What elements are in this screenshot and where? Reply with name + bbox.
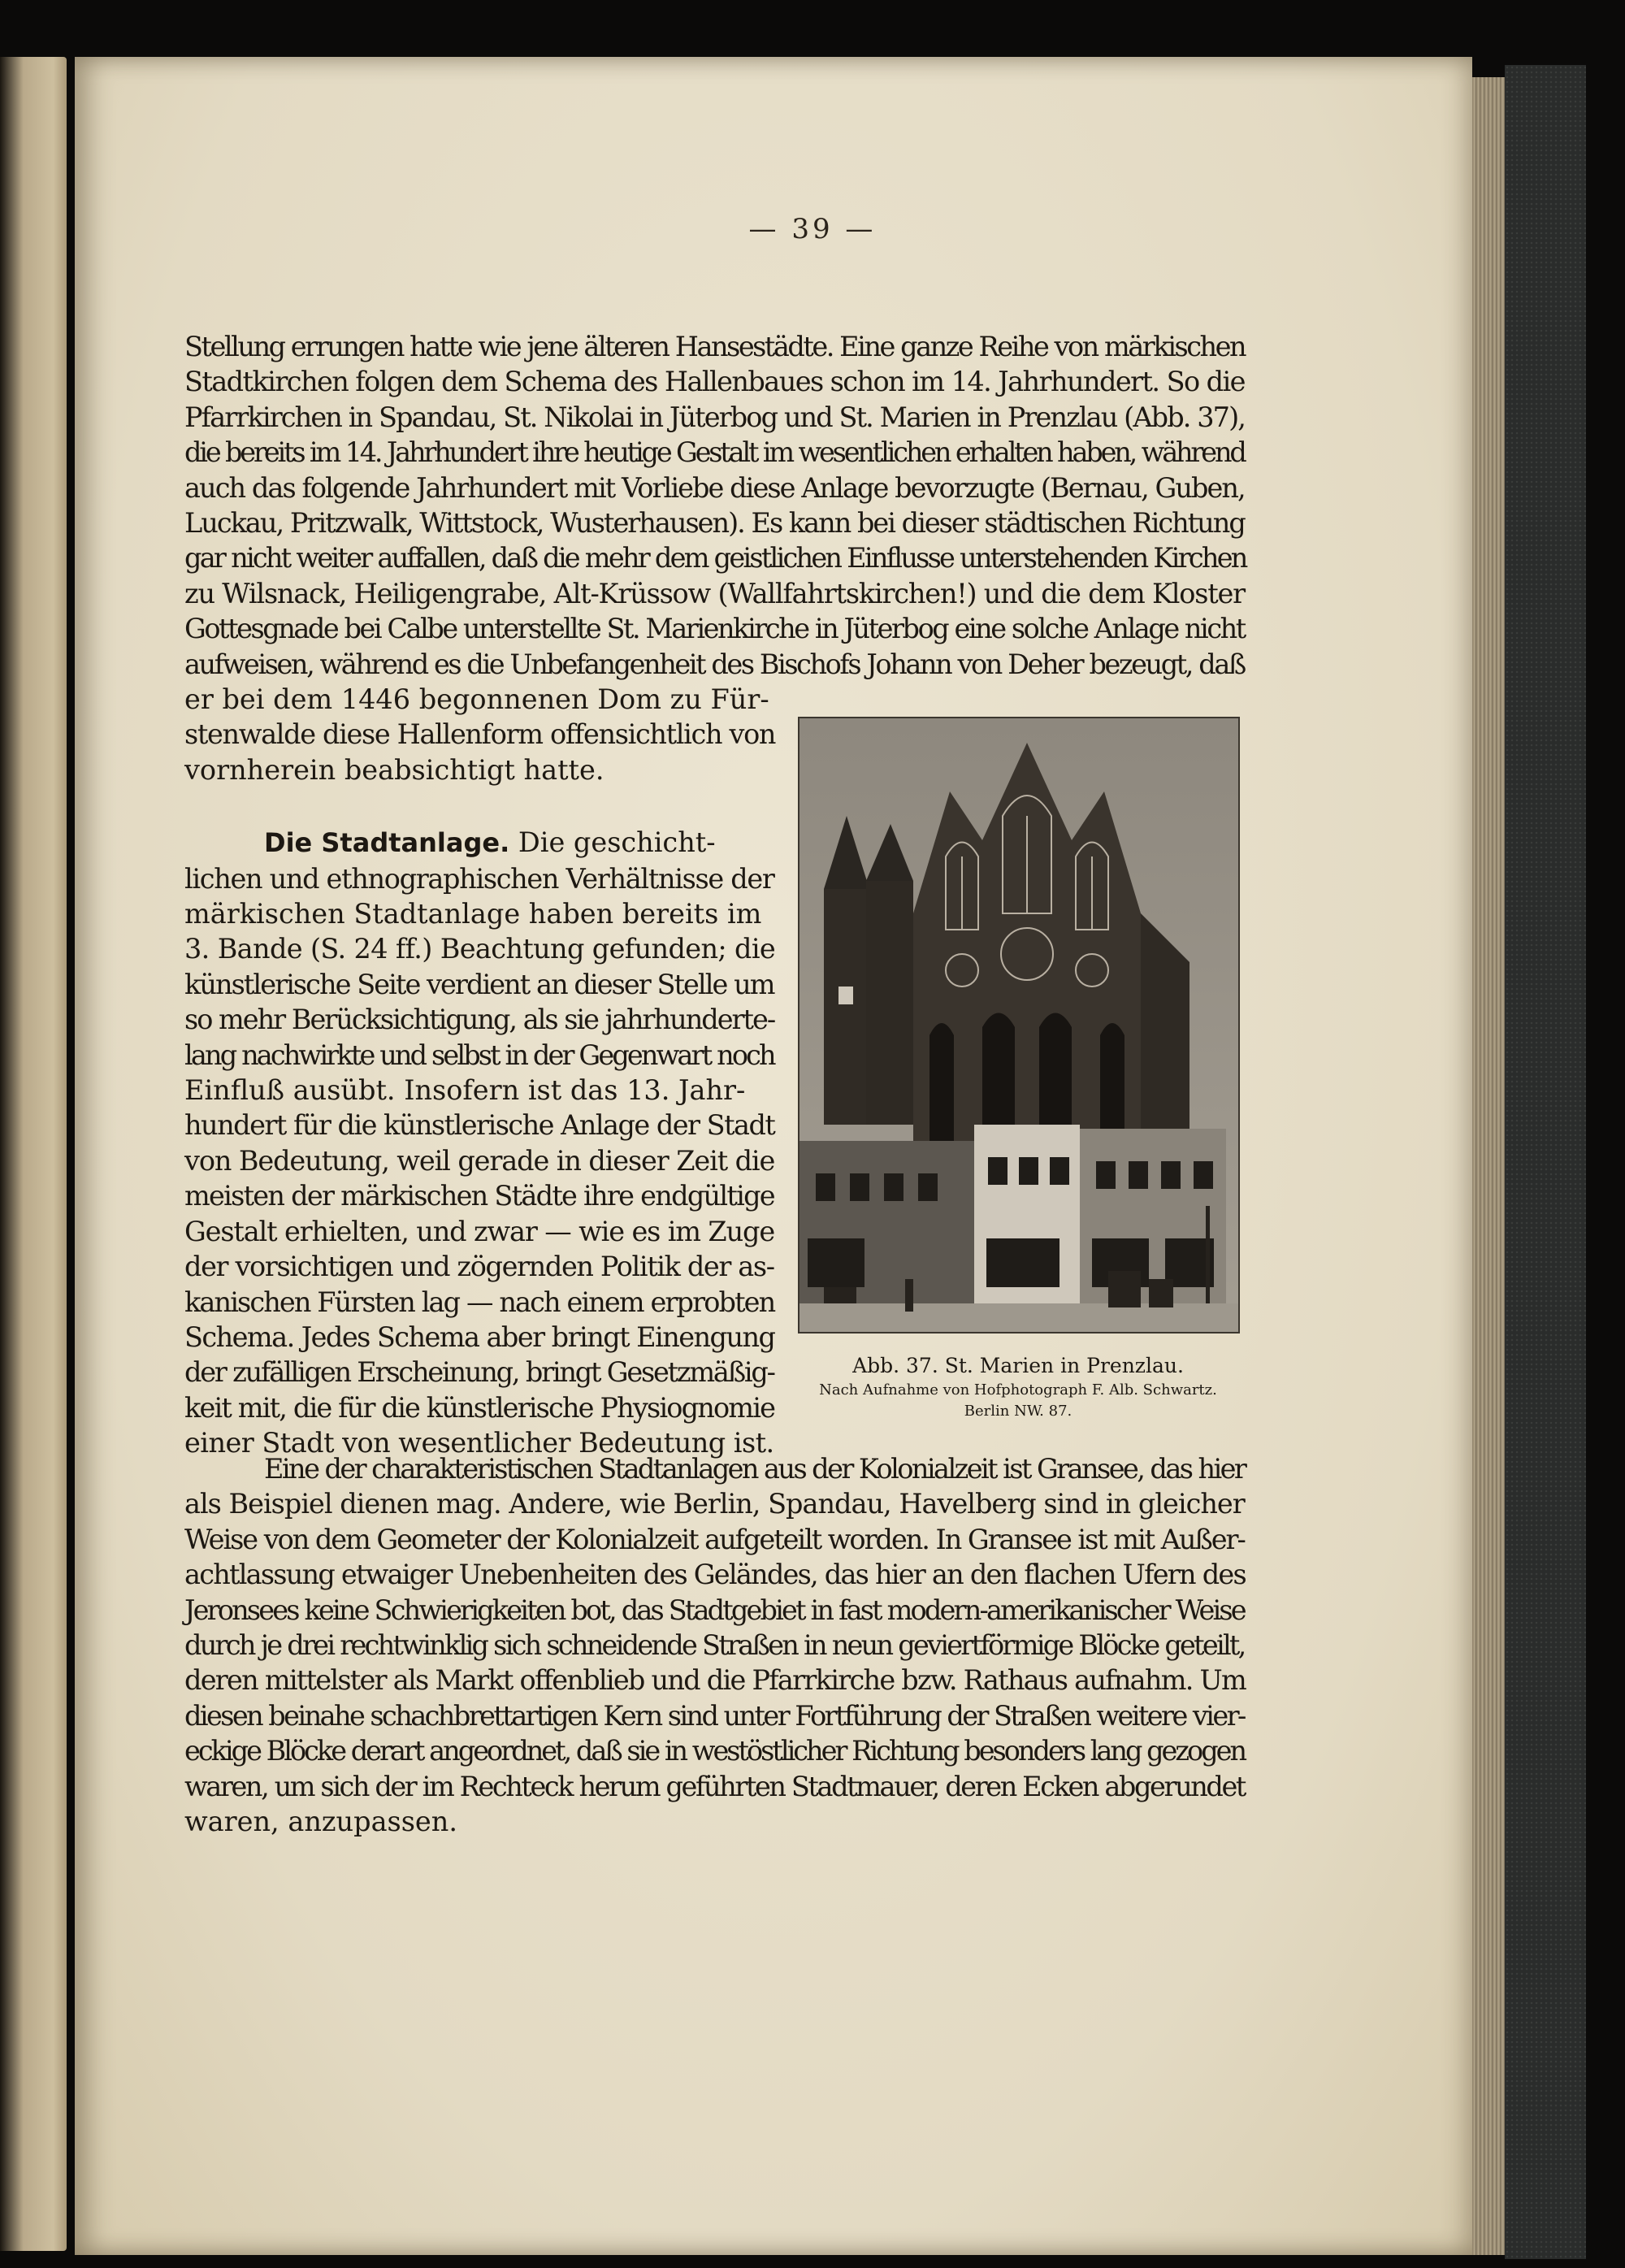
caption-credit-location: Berlin NW. 87. xyxy=(964,1403,1072,1420)
text-line: Jeronsees keine Schwierigkeiten bot, das Stadtgebiet in fast modern-amerikanischer Weise xyxy=(184,1594,1245,1626)
text-line xyxy=(184,1451,1245,1486)
text-line: gar nicht weiter auffallen, daß die mehr dem geistlichen Einflusse unterstehenden Kirchen xyxy=(184,542,1246,575)
text-line: aufweisen, während es die Unbefangenheit des Bischofs Johann von Deher bezeugt, daß xyxy=(184,648,1245,680)
figure-caption xyxy=(780,1352,1256,1422)
text-line: Stellung errungen hatte wie jene älteren Hansestädte. Eine ganze Reihe von märkischen xyxy=(184,331,1246,362)
section-heading: Die Stadtanlage. xyxy=(264,827,510,859)
text-line: hundert für die künstlerische Anlage der Stadt xyxy=(184,1109,775,1142)
text-line: meisten der märkischen Städte ihre endgültige xyxy=(184,1180,774,1212)
text-line: als Beispiel dienen mag. Andere, wie Berlin, Spandau, Havelberg sind in gleicher xyxy=(184,1488,1245,1520)
text-line: auch das folgende Jahrhundert mit Vorliebe diese Anlage bevorzugte (Bernau, Guben, xyxy=(184,471,1245,504)
text-line: der vorsichtigen und zögernden Politik der as- xyxy=(184,1251,774,1283)
clock-face xyxy=(838,987,853,1004)
text-line: Weise von dem Geometer der Kolonialzeit aufgeteilt worden. In Gransee ist mit Außer- xyxy=(184,1523,1245,1555)
text-line: die bereits im 14. Jahrhundert ihre heutige Gestalt im wesentlichen erhalten haben, während xyxy=(184,436,1245,469)
text-line: vornherein beabsichtigt hatte. xyxy=(184,753,604,786)
book-cover xyxy=(1505,65,1586,2259)
text-line: achtlassung etwaiger Unebenheiten des Geländes, das hier an den flachen Ufern des xyxy=(184,1559,1246,1591)
text-line: waren, um sich der im Rechteck herum geführten Stadtmauer, deren Ecken abgerundet xyxy=(184,1770,1245,1802)
text-line: Gestalt erhielten, und zwar — wie es im Zuge xyxy=(184,1215,775,1247)
bottom-paragraph xyxy=(184,1451,1245,1839)
text-line: Einfluß ausübt. Insofern ist das 13. Jahr- xyxy=(184,1074,746,1107)
text-line: stenwalde diese Hallenform offensichtlich von xyxy=(184,718,776,751)
text-line: Luckau, Pritzwalk, Wittstock, Wusterhausen). Es kann bei dieser städtischen Richtung xyxy=(184,507,1245,540)
market-square xyxy=(800,1303,1238,1332)
text-line: Gottesgnade bei Calbe unterstellte St. Marienkirche in Jüterbog eine solche Anlage nicht xyxy=(184,613,1245,645)
text-line: Pfarrkirchen in Spandau, St. Nikolai in Jüterbog und St. Marien in Prenzlau (Abb. 37), xyxy=(184,401,1246,433)
text-line: er bei dem 1446 begonnenen Dom zu Für- xyxy=(184,683,769,715)
church-photo xyxy=(798,717,1240,1333)
text-line: durch je drei rechtwinklig sich schneidende Straßen in neun geviertförmige Blöcke geteilt, xyxy=(184,1629,1245,1662)
text-line: kanischen Fürsten lag — nach einem erprobten xyxy=(184,1286,775,1318)
text-line: der zufälligen Erscheinung, bringt Gesetzmäßig- xyxy=(184,1356,774,1389)
caption-title: Abb. 37. St. Marien in Prenzlau. xyxy=(852,1354,1184,1377)
text-line-rest: Die geschicht- xyxy=(518,826,716,859)
text-line: 3. Bande (S. 24 ff.) Beachtung gefunden; die xyxy=(184,933,776,965)
text-line: deren mittelster als Markt offenblieb und die Pfarrkirche bzw. Rathaus aufnahm. Um xyxy=(184,1664,1246,1697)
left-page-edge xyxy=(0,57,67,2251)
caption-credit: Nach Aufnahme von Hofphotograph F. Alb. Schwartz. xyxy=(819,1381,1217,1399)
text-line: diesen beinahe schachbrettartigen Kern sind unter Fortführung der Straßen weitere vier- xyxy=(184,1699,1245,1732)
text-line: so mehr Berücksichtigung, als sie jahrhunderte- xyxy=(184,1004,775,1036)
text-line: eckige Blöcke derart angeordnet, daß sie in westöstlicher Richtung besonders lang gezogen xyxy=(184,1735,1246,1767)
paragraph-gap xyxy=(184,787,774,825)
section-first-line xyxy=(184,825,774,861)
text-line: lichen und ethnographischen Verhältnisse der xyxy=(184,862,774,895)
text-line: einer Stadt von wesentlicher Bedeutung ist. xyxy=(184,1427,774,1459)
text-line: zu Wilsnack, Heiligengrabe, Alt-Krüssow (Wallfahrtskirchen!) und die dem Kloster xyxy=(184,577,1245,609)
text-line: märkischen Stadtanlage haben bereits im xyxy=(184,898,762,930)
text-line-content: Eine der charakteristischen Stadtanlagen aus der Kolonialzeit ist Gransee, das hier xyxy=(264,1453,1246,1485)
top-paragraph xyxy=(184,329,1245,682)
text-line: waren, anzupassen. xyxy=(184,1806,457,1838)
text-line: von Bedeutung, weil gerade in dieser Zeit die xyxy=(184,1144,775,1177)
left-column-text xyxy=(184,682,774,1461)
text-line: lang nachwirkte und selbst in der Gegenwart noch xyxy=(184,1039,774,1071)
page-stack-edge xyxy=(1472,77,1505,2255)
page-number: — 39 — xyxy=(748,213,877,245)
text-line: Stadtkirchen folgen dem Schema des Hallenbaues schon im 14. Jahrhundert. So die xyxy=(184,366,1245,398)
second-tower xyxy=(866,881,913,1125)
left-tower xyxy=(824,889,869,1125)
church-photo-illustration xyxy=(800,718,1238,1332)
text-line: Schema. Jedes Schema aber bringt Einengung xyxy=(184,1320,775,1353)
text-line: keit mit, die für die künstlerische Physiognomie xyxy=(184,1391,775,1424)
text-line: künstlerische Seite verdient an dieser Stelle um xyxy=(184,968,774,1000)
